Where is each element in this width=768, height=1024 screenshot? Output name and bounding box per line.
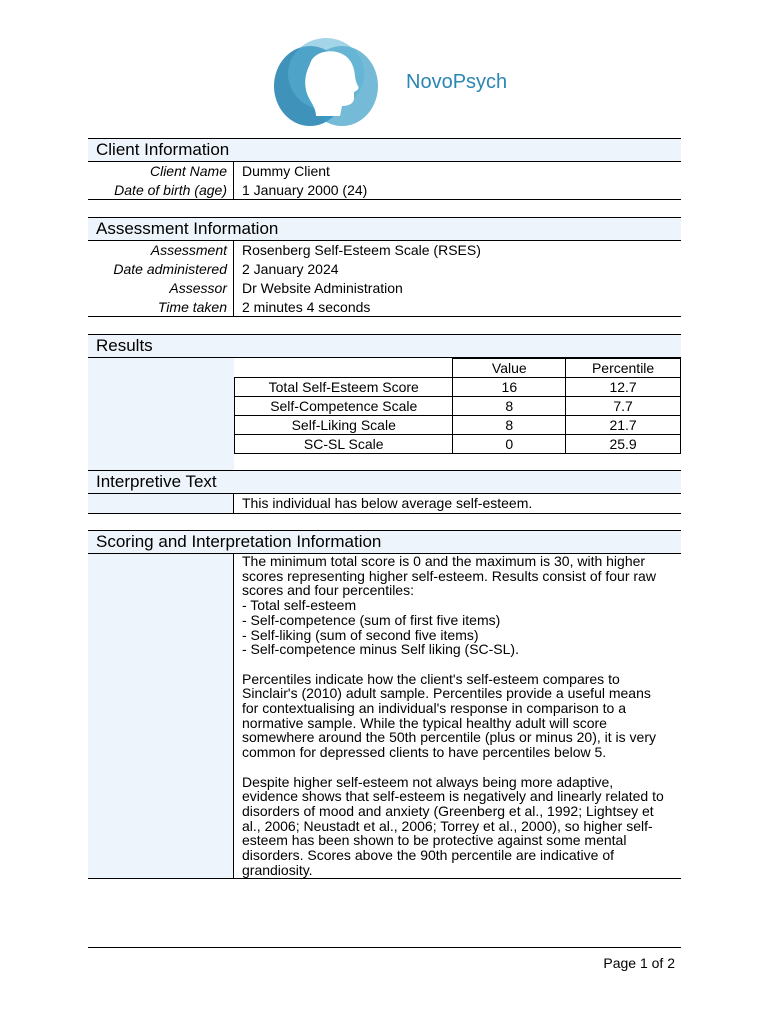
- interpretive-left-panel: [88, 494, 234, 513]
- scale-percentile: 7.7: [566, 397, 681, 416]
- client-name-value: Dummy Client: [242, 163, 330, 179]
- scale-name: Total Self-Esteem Score: [235, 378, 453, 397]
- results-left-panel: [88, 358, 234, 473]
- scoring-paragraph: Despite higher self-esteem not always being more adaptive, evidence shows that self-esteem is negatively and linearly related to disorders of mood and anxiety (Greenberg et al., 1992; Lightsey et al., 2006; Neustadt et al., 2006; Torrey et al., 2000), so higher self- esteem has been shown to be protective against some mental disorders. Scores above the 90th percentile are indicative of grandiosity.: [242, 773, 664, 878]
- scale-value: 8: [453, 397, 566, 416]
- scale-percentile: 25.9: [566, 435, 681, 454]
- scoring-paragraph: Percentiles indicate how the client's self-esteem compares to Sinclair's (2010) adult sample. Percentiles provide a useful means for contextualising an individual's response in comparison to a normative sample. While the typical healthy adult will score somewhere around the 50th percentile (plus or minus 20), it is very common for depressed clients to have percentiles below 5.: [242, 670, 656, 761]
- scale-percentile: 12.7: [566, 378, 681, 397]
- assessment-information-section: [88, 217, 681, 317]
- interpretive-text-section: [88, 470, 681, 514]
- table-header-row: [235, 359, 681, 378]
- assessment-value: Rosenberg Self-Esteem Scale (RSES): [242, 242, 481, 258]
- interpretive-text: This individual has below average self-esteem.: [242, 495, 533, 511]
- scoring-section: [88, 530, 681, 879]
- interpretive-row: [88, 494, 681, 514]
- table-row: [235, 378, 681, 397]
- time-taken-value: 2 minutes 4 seconds: [242, 299, 371, 315]
- scoring-paragraph: The minimum total score is 0 and the maximum is 30, with higher scores representing higher self-esteem. Results consist of four raw scores and four percentiles: - Total self-esteem - Self-competence (sum of first five items) - Self-liking (sum of second five items) - Self-competence minus Self liking (SC-SL).: [242, 553, 656, 658]
- scoring-text: [234, 554, 680, 878]
- client-name-label: Client Name: [88, 162, 234, 181]
- assessment-label: Assessment: [88, 241, 234, 260]
- dob-label: Date of birth (age): [88, 181, 234, 199]
- client-information-heading: Client Information: [88, 138, 681, 162]
- value-column-header: Value: [453, 359, 566, 378]
- scale-name: Self-Liking Scale: [235, 416, 453, 435]
- scale-value: 0: [453, 435, 566, 454]
- scoring-heading: Scoring and Interpretation Information: [88, 530, 681, 554]
- scoring-left-panel: [88, 554, 234, 878]
- kv-row: [88, 241, 681, 260]
- novopsych-logo: [270, 34, 382, 130]
- client-information-section: [88, 138, 681, 200]
- results-heading: Results: [88, 334, 681, 358]
- results-table: [234, 358, 681, 454]
- table-row: [235, 435, 681, 454]
- brand-name: NovoPsych: [406, 71, 508, 93]
- percentile-column-header: Percentile: [566, 359, 681, 378]
- head-silhouette-icon: [270, 34, 382, 130]
- table-row: [235, 397, 681, 416]
- date-administered-value: 2 January 2024: [242, 261, 339, 277]
- time-taken-label: Time taken: [88, 298, 234, 316]
- date-administered-label: Date administered: [88, 260, 234, 279]
- scale-value: 16: [453, 378, 566, 397]
- assessor-value: Dr Website Administration: [242, 280, 403, 296]
- kv-row: [88, 162, 681, 181]
- interpretive-text-heading: Interpretive Text: [88, 470, 681, 494]
- kv-row: [88, 298, 681, 317]
- kv-row: [88, 181, 681, 200]
- scale-percentile: 21.7: [566, 416, 681, 435]
- header-blank-cell: [235, 359, 453, 378]
- scale-value: 8: [453, 416, 566, 435]
- assessor-label: Assessor: [88, 279, 234, 298]
- scoring-body: [88, 554, 681, 879]
- table-row: [235, 416, 681, 435]
- kv-row: [88, 260, 681, 279]
- results-section: [88, 334, 681, 474]
- scale-name: SC-SL Scale: [235, 435, 453, 454]
- footer-divider: [88, 947, 681, 948]
- scale-name: Self-Competence Scale: [235, 397, 453, 416]
- assessment-information-heading: Assessment Information: [88, 217, 681, 241]
- results-body: [88, 358, 681, 474]
- kv-row: [88, 279, 681, 298]
- page-number: Page 1 of 2: [603, 955, 675, 971]
- dob-value: 1 January 2000 (24): [242, 182, 368, 198]
